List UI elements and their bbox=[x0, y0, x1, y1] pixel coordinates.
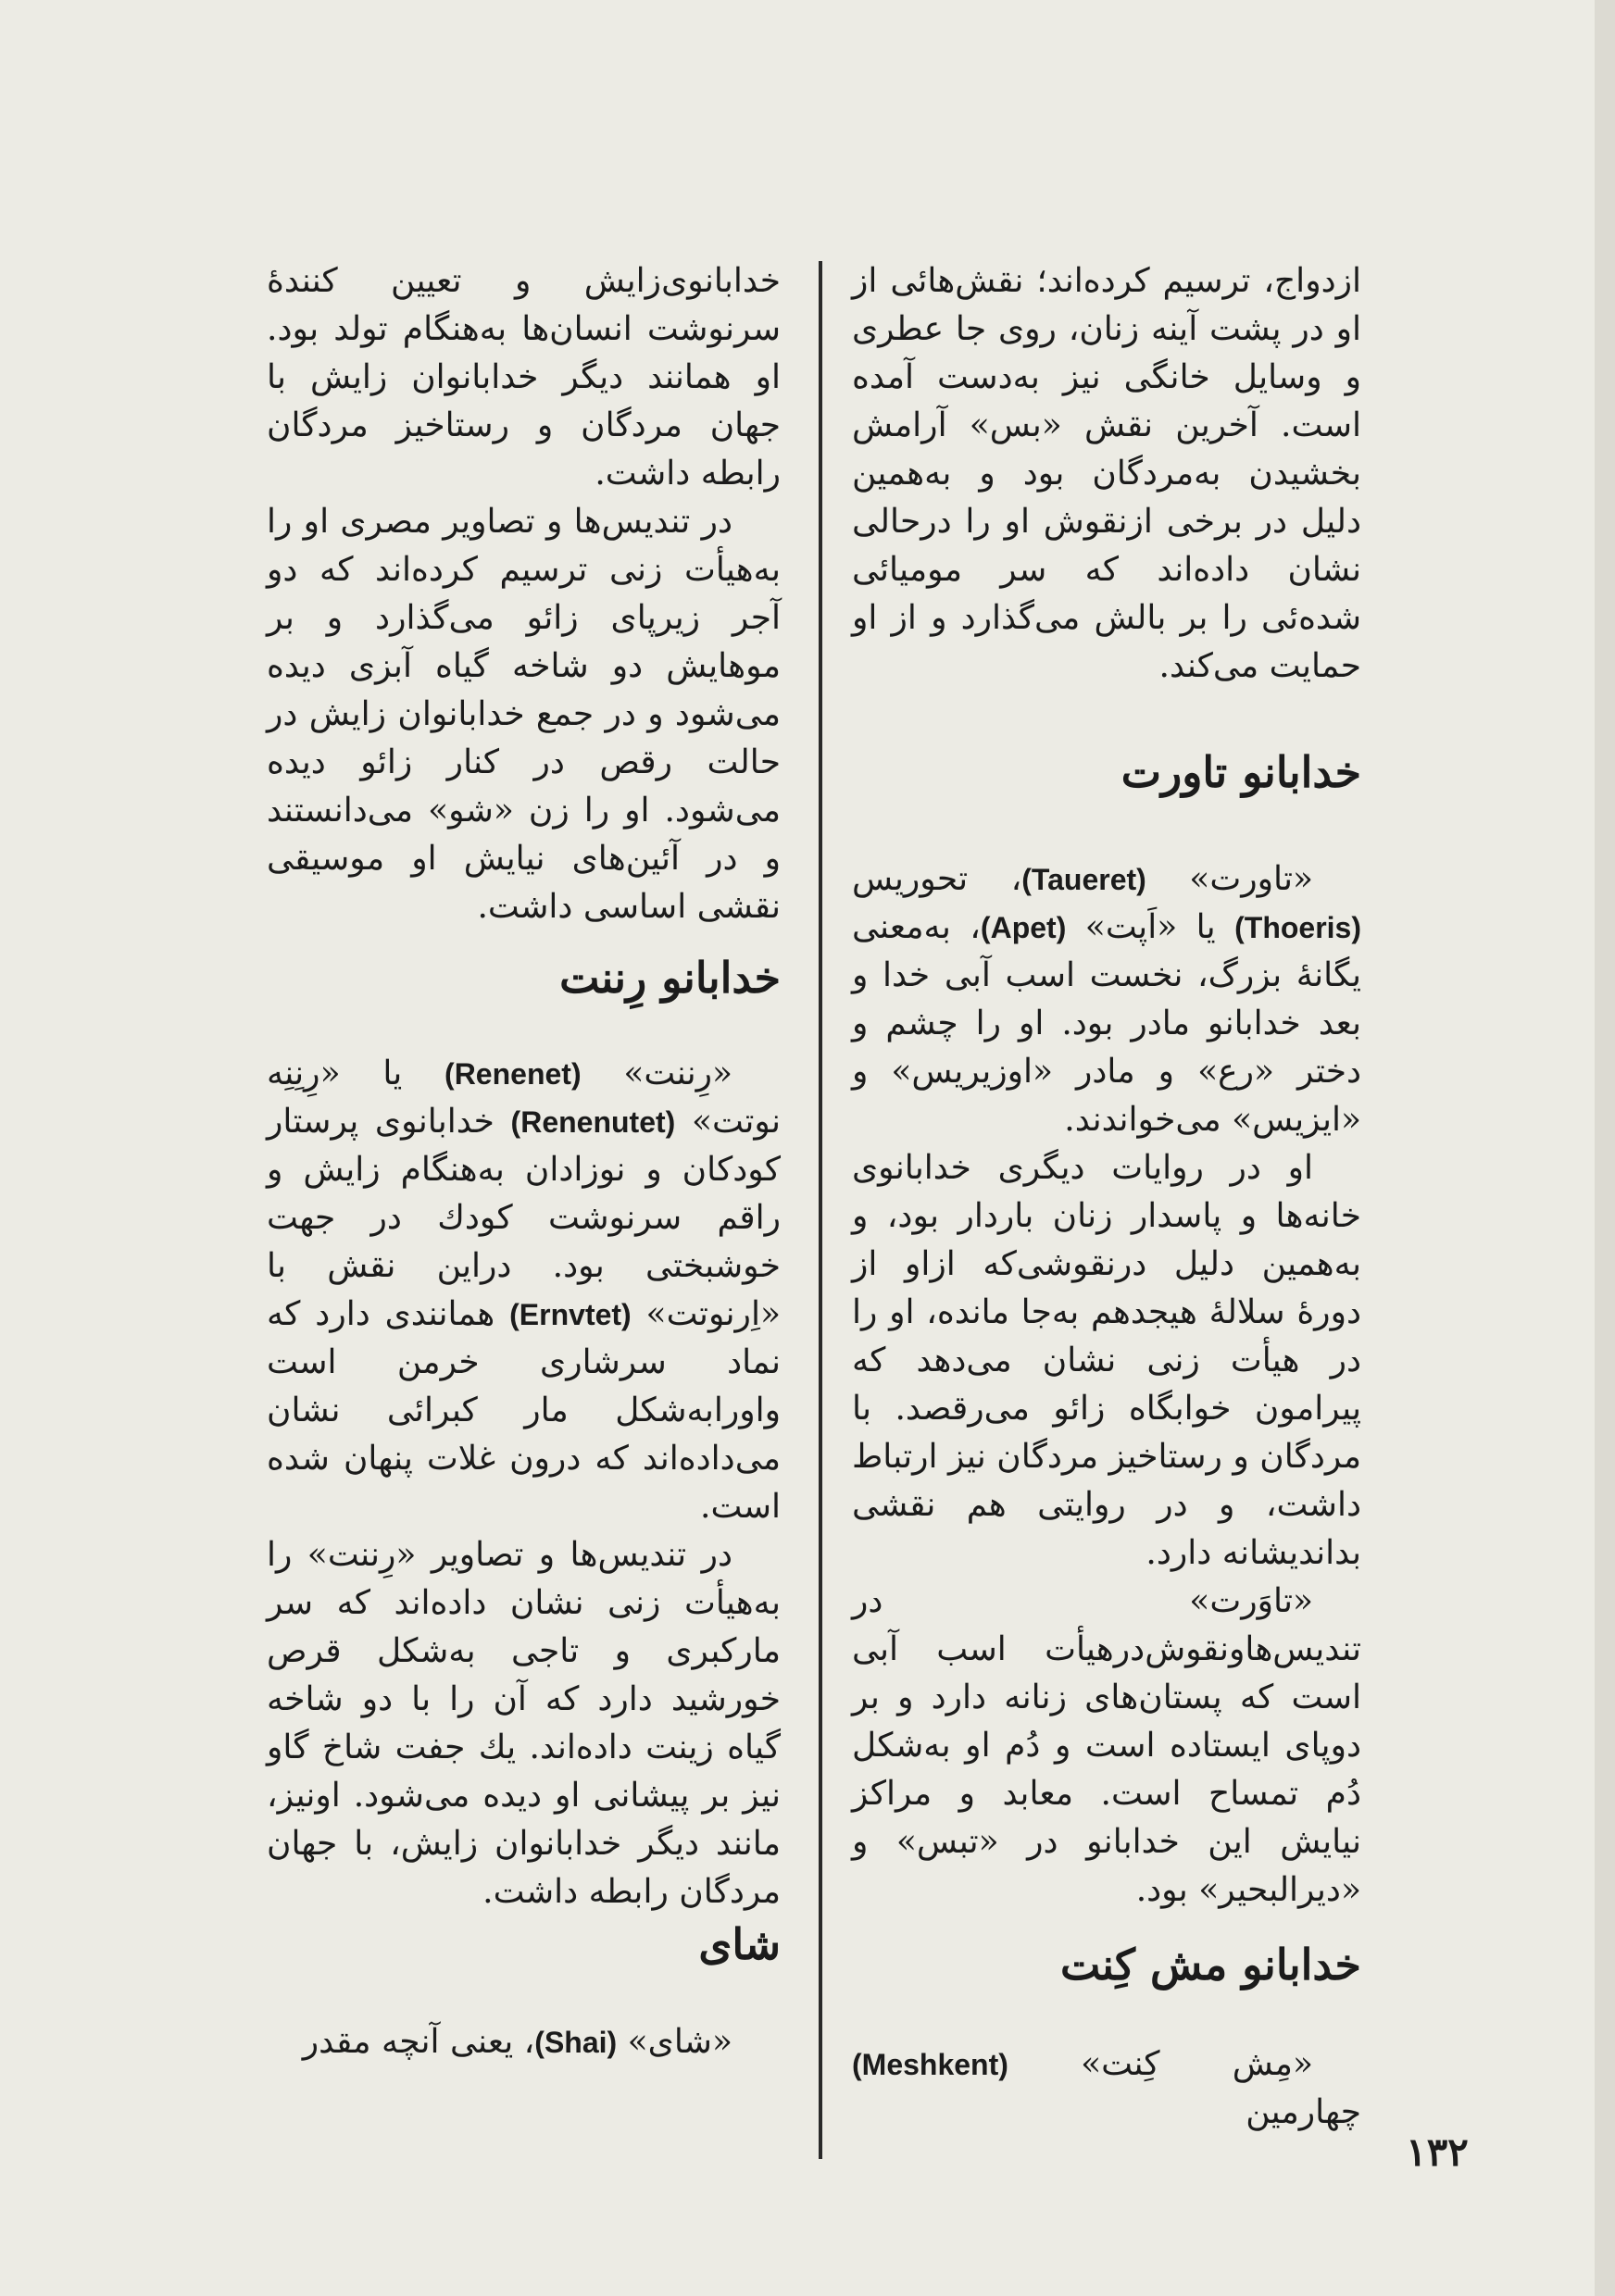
paragraph: «مِش کِنت» (Meshkent) چهارمین bbox=[852, 2045, 1361, 2131]
paragraph: «شای» (Shai)، یعنی آنچه مقدر bbox=[302, 2023, 732, 2061]
paragraph: «تاورت» (Taueret)، تحوریس (Thoeris) یا «اَپت» (Apet)، به‌معنی یگانهٔ بزرگ، نخست اسب آبی خدا و بعد خدابانو مادر بود. او را چشم و دختر «رع» و مادر «اوزیریس» و «ایزیس» می‌خواندند. bbox=[852, 860, 1361, 1139]
paragraph: در تندیس‌ها و تصاویر مصری او را به‌هیأت زنی ترسیم کرده‌اند که دو آجر زیرپای زائو می‌گذارد و بر موهایش دو شاخه گیاه آبزی دیده می‌شود و در جمع خدابانوان زایش در حالت رقص در کنار زائو دیده می‌شود. او را زن «شو» می‌دانستند و در آئین‌های نیایش او موسیقی نقشی اساسی داشت. bbox=[267, 503, 781, 926]
page-number: ۱۳۲ bbox=[1406, 2129, 1469, 2175]
paragraph: در تندیس‌ها و تصاویر «رِننت» را به‌هیأت زنی نشان داده‌اند که سر مارکبری و تاجی به‌شکل قرص خورشید دارد که آن را با دو شاخه گیاه زینت داده‌اند. یك جفت شاخ گاو نیز بر پیشانی او دیده می‌شود. اونیز، مانند دیگر خدابانوان زایش، با جهان مردگان رابطه داشت. bbox=[267, 1536, 781, 1911]
left-column bbox=[267, 257, 781, 2165]
paragraph: ازدواج، ترسیم کرده‌اند؛ نقش‌هائی از او در پشت آینه زنان، روی جا عطری و وسایل خانگی نیز به‌دست آمده است. آخرین نقش «بس» آرامش بخشیدن به‌مردگان بود و به‌همین دلیل در برخی ازنقوش او را درحالی نشان داده‌اند که سر مومیائی شده‌ئی را بر بالش می‌گذارد و از او حمایت می‌کند. bbox=[852, 262, 1361, 685]
right-column bbox=[852, 257, 1361, 2165]
section-heading-shai: شای bbox=[698, 1919, 781, 1969]
section-heading-meshkent: خدابانو مش کِنت bbox=[1059, 1940, 1361, 1990]
paragraph: «تاوَرت» در تندیس‌هاونقوش‌درهیأت اسب آبی است که پستان‌های زنانه دارد و بر دوپای ایستاده است و دُم او به‌شکل دُم تمساح است. معابد و مراکز نیایش این خدابانو در «تبس» و «دیرالبحیر» بود. bbox=[852, 1582, 1361, 1909]
paragraph: او در روایات دیگری خدابانوی خانه‌ها و پاسدار زنان باردار بود، و به‌همین دلیل درنقوشی‌که ازاو از دورهٔ سلالهٔ هیجدهم به‌جا مانده، او را در هیأت زنی نشان می‌دهد که پیرامون خوابگاه زائو می‌رقصد. با مردگان و رستاخیز مردگان نیز ارتباط داشت، و در روایتی هم نقشی بداندیشانه دارد. bbox=[852, 1149, 1361, 1572]
section-heading-tauret: خدابانو تاورت bbox=[1120, 747, 1361, 797]
paragraph: «رِننت» (Renenet) یا «رِنِنِه نوتت» (Renenutet) خدابانوی پرستار کودکان و نوزادان به‌هنگام زایش و راقم سرنوشت کودك در جهت خوشبختی بود. دراین نقش با «اِرنوتت» (Ernvtet) همانندی دارد که نماد سرشاری خرمن است واورابه‌شکل مار کبرائی نشان می‌داده‌اند که درون غلات پنهان شده است. bbox=[267, 1054, 781, 1526]
paragraph: خدابانوی‌زایش و تعیین کنندهٔ سرنوشت انسان‌ها به‌هنگام تولد بود. او همانند دیگر خدابانوان زایش با جهان مردگان و رستاخیز مردگان رابطه داشت. bbox=[267, 262, 781, 493]
column-divider bbox=[819, 261, 822, 2159]
section-heading-renenet: خدابانو رِننت bbox=[559, 953, 781, 1003]
page-edge bbox=[1595, 0, 1615, 2296]
